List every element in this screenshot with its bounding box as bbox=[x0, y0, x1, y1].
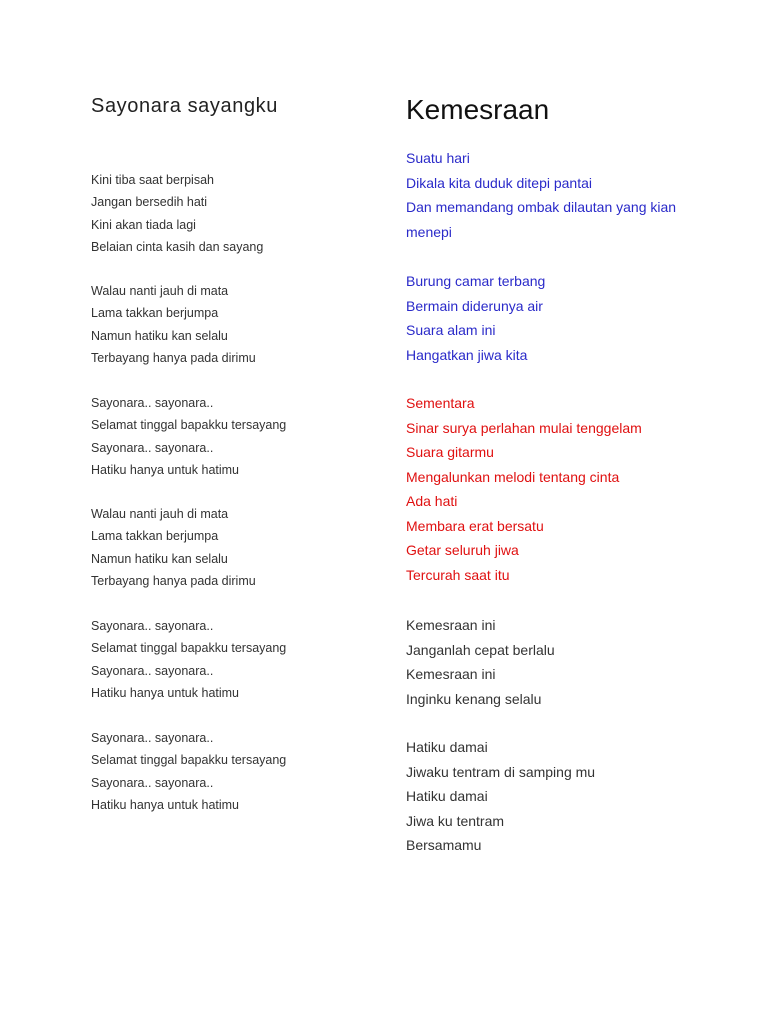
lyric-line: Sementara bbox=[406, 395, 475, 411]
lyric-line: Sayonara.. sayonara.. bbox=[91, 440, 214, 455]
lyric-line: Suatu hari bbox=[406, 150, 470, 166]
right-song-title: Kemesraan bbox=[406, 94, 550, 125]
lyric-line: Lama takkan berjumpa bbox=[91, 529, 219, 544]
lyric-line: Sayonara.. sayonara.. bbox=[91, 663, 214, 678]
lyric-line: Jangan bersedih hati bbox=[91, 195, 208, 210]
lyric-line: Kini akan tiada lagi bbox=[91, 217, 196, 232]
left-stanza-5 bbox=[91, 615, 286, 705]
lyric-line: Suara alam ini bbox=[406, 322, 496, 338]
right-stanza-2 bbox=[406, 269, 706, 367]
lyric-line: Terbayang hanya pada dirimu bbox=[91, 574, 256, 589]
lyric-line: Belaian cinta kasih dan sayang bbox=[91, 240, 264, 255]
lyric-line: Bersamamu bbox=[406, 837, 482, 853]
lyric-line: Suara gitarmu bbox=[406, 444, 494, 460]
lyric-line: Bermain diderunya air bbox=[406, 297, 543, 314]
left-stanza-6 bbox=[91, 727, 286, 817]
right-stanza-1 bbox=[406, 146, 706, 244]
left-stanza-1 bbox=[91, 169, 263, 259]
lyric-line: Hatiku hanya untuk hatimu bbox=[91, 686, 240, 701]
lyric-line: Inginku kenang selalu bbox=[406, 690, 542, 707]
right-stanza-4 bbox=[406, 613, 706, 711]
lyric-line: Jiwaku tentram di samping mu bbox=[406, 763, 596, 780]
lyric-line: Hangatkan jiwa kita bbox=[406, 346, 528, 363]
lyric-line: Kini tiba saat berpisah bbox=[91, 173, 214, 187]
lyric-line: Getar seluruh jiwa bbox=[406, 542, 519, 558]
left-stanza-4 bbox=[91, 503, 256, 593]
lyric-line: Terbayang hanya pada dirimu bbox=[91, 351, 256, 366]
lyric-line: Sayonara.. sayonara.. bbox=[91, 775, 214, 790]
lyric-line: Mengalunkan melodi tentang cinta bbox=[406, 468, 620, 485]
lyric-line: Sayonara.. sayonara.. bbox=[91, 731, 214, 745]
lyric-line: Janganlah cepat berlalu bbox=[406, 641, 555, 658]
lyric-line: Dikala kita duduk ditepi pantai bbox=[406, 174, 593, 191]
lyric-line: Selamat tinggal bapakku tersayang bbox=[91, 641, 287, 656]
lyric-line: Hatiku damai bbox=[406, 739, 488, 755]
lyric-line: Sayonara.. sayonara.. bbox=[91, 619, 214, 633]
lyric-line: Kemesraan ini bbox=[406, 666, 496, 682]
lyric-line: Burung camar terbang bbox=[406, 273, 546, 289]
lyric-line: Sinar surya perlahan mulai tenggelam bbox=[406, 419, 642, 436]
lyric-line: Kemesraan ini bbox=[406, 617, 496, 633]
lyric-line: Sayonara.. sayonara.. bbox=[91, 396, 214, 410]
lyric-line: Lama takkan berjumpa bbox=[91, 306, 219, 321]
lyric-line: Membara erat bersatu bbox=[406, 517, 544, 534]
lyric-line: Hatiku hanya untuk hatimu bbox=[91, 798, 240, 813]
left-stanza-3 bbox=[91, 392, 286, 482]
lyric-line: Walau nanti jauh di mata bbox=[91, 284, 229, 298]
lyric-line: Jiwa ku tentram bbox=[406, 812, 505, 829]
lyric-line: Selamat tinggal bapakku tersayang bbox=[91, 418, 287, 433]
lyric-line: Walau nanti jauh di mata bbox=[91, 507, 229, 521]
left-stanza-2 bbox=[91, 280, 256, 370]
lyric-line: Dan memandang ombak dilautan yang kian menepi bbox=[406, 199, 677, 240]
lyric-line: Hatiku damai bbox=[406, 788, 488, 804]
lyric-line: Namun hatiku kan selalu bbox=[91, 328, 228, 343]
right-stanza-3 bbox=[406, 391, 706, 587]
lyric-line: Selamat tinggal bapakku tersayang bbox=[91, 753, 287, 768]
left-song-title: Sayonara sayangku bbox=[91, 95, 278, 117]
right-stanza-5 bbox=[406, 735, 706, 858]
lyric-line: Ada hati bbox=[406, 493, 458, 509]
lyric-line: Hatiku hanya untuk hatimu bbox=[91, 463, 240, 478]
lyric-line: Tercurah saat itu bbox=[406, 566, 510, 583]
lyric-line: Namun hatiku kan selalu bbox=[91, 551, 228, 566]
